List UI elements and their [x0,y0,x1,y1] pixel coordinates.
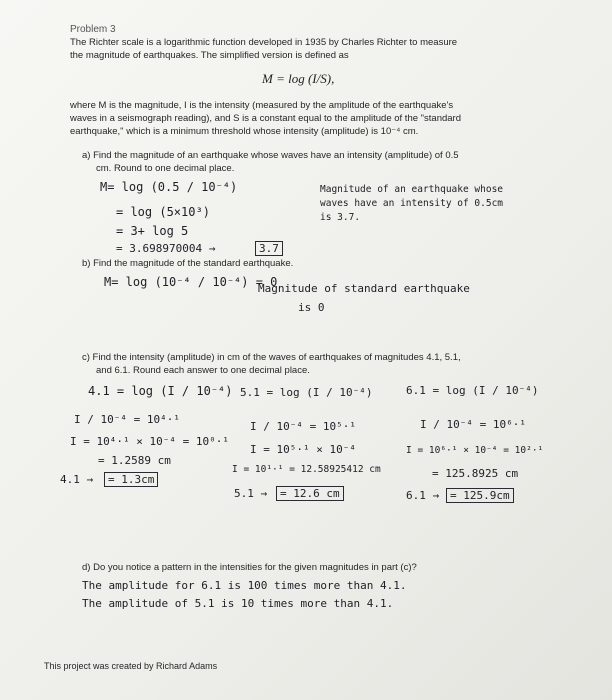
part-d: d) Do you notice a pattern in the intensities for the given magnitudes in part (c)? [82,562,417,573]
intro-line-2: the magnitude of earthquakes. The simplified version is defined as [70,50,349,61]
work-c3-answer: = 125.9cm [446,488,514,503]
work-a-step-1: M= log (0.5 / 10⁻⁴) [100,180,238,194]
work-c2-answer: = 12.6 cm [276,486,344,501]
work-c3-prefix: 6.1 → [406,489,440,502]
work-c2-step-1: I / 10⁻⁴ = 10⁵·¹ [250,420,356,433]
work-c2-prefix: 5.1 → [234,487,268,500]
work-c2-step-2: I = 10⁵·¹ × 10⁻⁴ [250,443,356,456]
work-d-line-2: The amplitude of 5.1 is 10 times more than 4.1. [82,597,394,610]
where-line-1: where M is the magnitude, I is the intensity (measured by the amplitude of the earthquake's [70,100,454,111]
footer-credit: This project was created by Richard Adams [44,661,218,671]
work-c1-step-3: = 1.2589 cm [98,454,171,467]
where-line-3: earthquake," which is a minimum threshold whose intensity (amplitude) is 10⁻⁴ cm. [70,126,419,137]
work-c1-prefix: 4.1 → [60,473,94,486]
work-c1-step-2: I = 10⁴·¹ × 10⁻⁴ = 10⁰·¹ [70,435,229,448]
work-a-note-2: waves have an intensity of 0.5cm [320,198,504,209]
where-line-2: waves in a seismograph reading), and S is a constant equal to the amplitude of the "standard [70,113,461,124]
work-a-step-4: = 3.698970004 → [116,242,216,255]
work-c2-step-3: I = 10¹·¹ = 12.58925412 cm [232,464,381,475]
work-a-note-3: is 3.7. [320,212,361,223]
work-a-note-1: Magnitude of an earthquake whose [320,184,504,195]
work-b-note-1: Magnitude of standard earthquake [258,282,470,295]
work-a-step-3: = 3+ log 5 [116,224,189,238]
part-c-line-2: and 6.1. Round each answer to one decimal place. [96,365,310,376]
part-a-line-2: cm. Round to one decimal place. [96,163,235,174]
work-c3-step-1: I / 10⁻⁴ = 10⁶·¹ [420,418,526,431]
work-c3-step-2: I = 10⁶·¹ × 10⁻⁴ = 10²·¹ [406,445,544,456]
problem-title: Problem 3 [70,24,116,35]
work-c1-answer: = 1.3cm [104,472,158,487]
work-a-answer: 3.7 [255,241,283,256]
work-c1-equation: 4.1 = log (I / 10⁻⁴) [88,384,233,398]
work-a-step-2: = log (5×10³) [116,205,210,219]
work-c3-step-3: = 125.8925 cm [432,467,519,480]
intro-line-1: The Richter scale is a logarithmic function developed in 1935 by Charles Richter to measure [70,37,458,48]
work-c1-step-1: I / 10⁻⁴ = 10⁴·¹ [74,413,180,426]
part-a-line-1: a) Find the magnitude of an earthquake whose waves have an intensity (amplitude) of 0.5 [82,150,459,161]
work-d-line-1: The amplitude for 6.1 is 100 times more than 4.1. [82,579,407,592]
work-b-step-1: M= log (10⁻⁴ / 10⁻⁴) = 0 [104,275,278,289]
work-c3-equation: 6.1 = log (I / 10⁻⁴) [406,384,539,397]
part-c-line-1: c) Find the intensity (amplitude) in cm of the waves of earthquakes of magnitudes 4.1, 5.1, [82,352,461,363]
work-c2-equation: 5.1 = log (I / 10⁻⁴) [240,386,373,399]
richter-formula: M = log (I/S), [262,71,335,86]
work-b-note-2: is 0 [298,301,325,314]
part-b: b) Find the magnitude of the standard earthquake. [82,258,294,269]
